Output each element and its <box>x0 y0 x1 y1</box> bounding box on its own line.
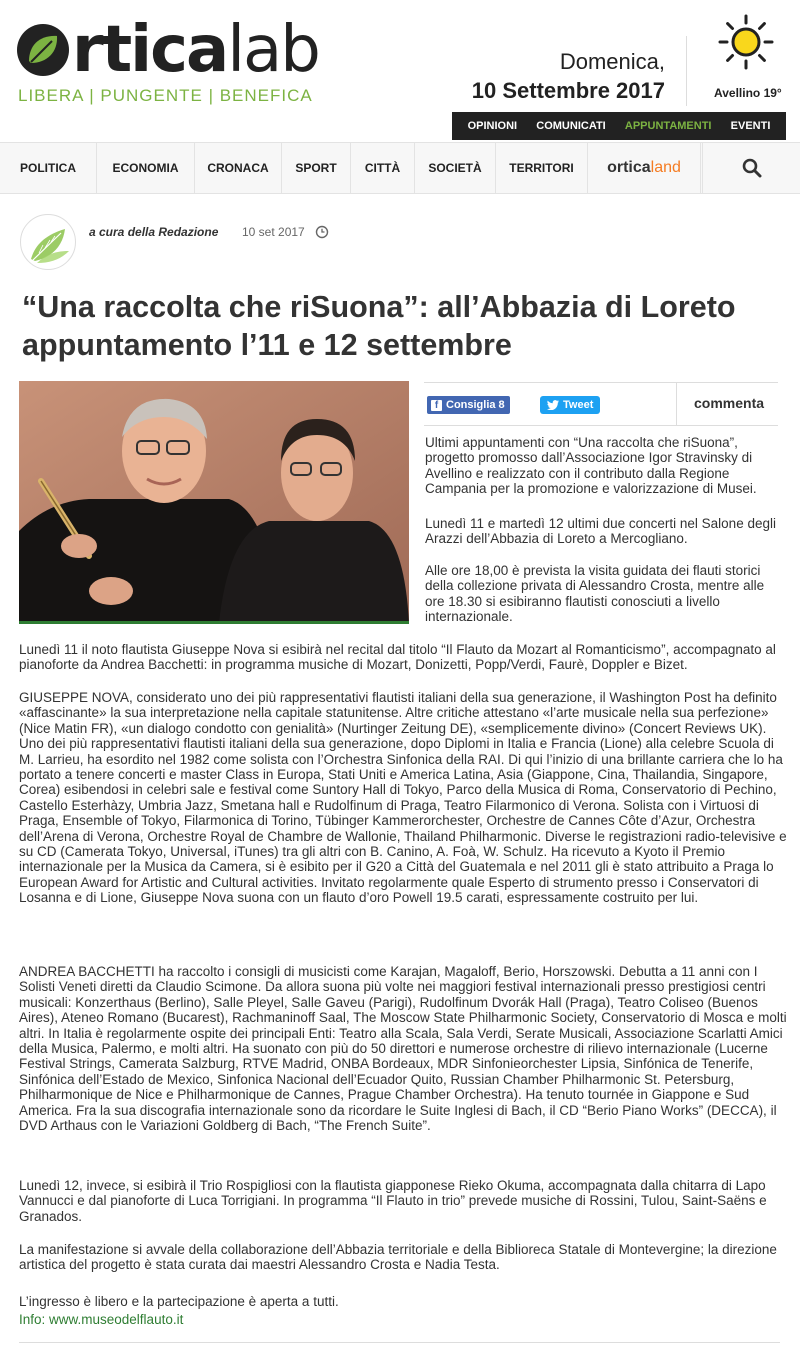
nav-sport[interactable]: SPORT <box>282 143 351 193</box>
brand-ortica: ortica <box>607 159 651 176</box>
top-nav-comunicati[interactable]: COMUNICATI <box>536 120 606 132</box>
site-logo[interactable] <box>16 13 319 87</box>
top-nav-eventi[interactable]: EVENTI <box>730 120 771 132</box>
facebook-icon: f <box>431 400 442 411</box>
nav-orticaland[interactable] <box>588 143 701 193</box>
article-paragraph: Lunedì 12, invece, si esibirà il Trio Rospigliosi con la flautista giapponese Rieko Okuma, accompagnata dalla chitarra di Lapo Vannucci e dal pianoforte di Luca Torrigiani. In programma “Il Flauto in trio” prevede musiche di Rossini, Tulou, Saint-Saëns e Granados. <box>19 1178 767 1224</box>
article-paragraph: La manifestazione si avvale della collaborazione dell’Abbazia territoriale e della Biblioreca Statale di Montevergine; la direzione artistica del progetto è stata curata dai maestri Alessandro Crosta e Nadia Testa. <box>19 1242 777 1273</box>
tweet-button[interactable] <box>540 396 600 414</box>
article-author[interactable]: a cura della Redazione <box>89 225 219 239</box>
logo-text-light: lab <box>227 13 319 87</box>
author-avatar[interactable] <box>20 214 76 270</box>
comment-link[interactable]: commenta <box>694 395 765 411</box>
article-paragraph: GIUSEPPE NOVA, considerato uno dei più rappresentativi flautisti italiani della sua generazione, il Washington Post ha definito «affascinante» la sua interpretazione nella capitale statunitense. Altre critiche attestano «l’arte musicale nella sua perfezione» (Nice Matin FR), «un dialogo condotto con genialità» (Nurtinger Zeitung DE), «semplicemente divino» (Concert Reviews UK). Uno dei più rappresentativi flautisti italiani della sua generazione, dopo Diplomi in Italia e Francia (Lione) alla celebre Scuola di M. Larrieu, ha esordito nel 1982 come solista con l’Orchestra Sinfonica della RAI. Di qui l’inizio di una brillante carriera che lo ha portato a tenere concerti e master Class in Europa, Stati Uniti e America Latina, Asia (Giappone, Cina, Thailandia, Singapore, Corea) esibendosi in celebri sale e festival come Suntory Hall di Tokyo, Parco della Musica di Roma, Conservatorio di Pechino, Castello Esterhàzy, Umbria Jazz, Smetana hall e Rudolfinum di Praga, Teatro Filarmonico di Verona. Solista con i Virtuosi di Praga, Ensemble of Tokyo, Filarmonica di Torino, Tübinger Kammerorchester, Orchestre de Cannes Côte d’Azur, Orchestra dell’Arena di Verona, Orchestre Royal de Chambre de Wallonie, Thailand Philharmonic. Diverse le registrazioni radio-televisive e su CD (Camerata Tokyo, Universal, iTunes) tra gli altri con B. Canino, A. Foà, W. Schulz. Ha ricevuto a Kyoto il Premio internazionale per la Musica da Camera, si è esibito per il G20 a Città del Guatemala e nel 2011 gli è stato attribuito a Praga lo European Award for Artistic and Cultural activities. Invitato regolarmente quale Esperto di strumento presso i Conservatori di Losanna e di Lione, Giuseppe Nova suona con un flauto d’oro Powell 19.5 carati, espressamente costruito per lui. <box>19 690 787 906</box>
nav-cronaca[interactable]: CRONACA <box>195 143 282 193</box>
header-divider <box>686 36 687 106</box>
facebook-like-label: Consiglia 8 <box>446 399 505 411</box>
facebook-like-button[interactable] <box>427 396 510 414</box>
search-button[interactable] <box>702 143 800 193</box>
article-paragraph: Lunedì 11 e martedì 12 ultimi due concerti nel Salone degli Arazzi dell’Abbazia di Loreto a Mercogliano. <box>425 516 776 547</box>
date-full: 10 Settembre 2017 <box>471 78 665 103</box>
date-day: Domenica, <box>559 49 665 74</box>
leaf-o-icon <box>16 23 70 77</box>
nav-territori[interactable]: TERRITORI <box>496 143 588 193</box>
nav-economia[interactable]: ECONOMIA <box>97 143 195 193</box>
tweet-label: Tweet <box>563 399 594 411</box>
site-header <box>0 0 800 142</box>
main-nav <box>0 142 800 194</box>
top-nav <box>452 112 786 140</box>
search-icon <box>742 158 762 178</box>
top-nav-appuntamenti[interactable]: APPUNTAMENTI <box>624 120 712 132</box>
article-title: “Una raccolta che riSuona”: all’Abbazia di Loreto appuntamento l’11 e 12 settembre <box>22 290 736 362</box>
clock-icon <box>315 225 329 239</box>
nav-politica[interactable]: POLITICA <box>0 143 97 193</box>
top-nav-opinioni[interactable]: OPINIONI <box>467 120 518 132</box>
share-bar <box>424 382 778 426</box>
brand-land: land <box>650 159 681 176</box>
share-divider <box>676 383 677 425</box>
article-paragraph: Alle ore 18,00 è prevista la visita guidata dei flauti storici della collezione privata di Alessandro Crosta, mentre alle ore 18.30 si esibiranno flautisti conosciuti a livello internazionale. <box>425 563 765 625</box>
article-paragraph: L’ingresso è libero e la partecipazione è aperta a tutti. <box>19 1294 339 1309</box>
bottom-divider <box>19 1342 780 1343</box>
leaf-avatar-icon <box>21 215 76 270</box>
article-photo <box>19 381 409 623</box>
nav-societa[interactable]: SOCIETÀ <box>415 143 496 193</box>
nav-citta[interactable]: CITTÀ <box>351 143 415 193</box>
article-paragraph: Lunedì 11 il noto flautista Giuseppe Nova si esibirà nel recital dal titolo “Il Flauto da Mozart al Romanticismo”, accompagnato al pianoforte da Andrea Bacchetti: in programma musiche di Mozart, Donizetti, Popp/Verdi, Faurè, Doppler e Bizet. <box>19 642 776 673</box>
twitter-bird-icon <box>547 400 559 410</box>
logo-text-bold: rtica <box>72 13 228 87</box>
site-tagline: LIBERA | PUNGENTE | BENEFICA <box>18 86 313 105</box>
weather-location: Avellino 19° <box>714 86 782 100</box>
article-paragraph: ANDREA BACCHETTI ha raccolto i consigli di musicisti come Karajan, Magaloff, Berio, Horszowski. Debutta a 11 anni con I Solisti Veneti diretti da Claudio Scimone. Da allora suona più volte nei maggiori festival internazionali presso prestigiosi centri musicali: Konzerthaus (Berlino), Salle Pleyel, Salle Gaveu (Parigi), Rudolfinum Dvorák Hall (Praga), Teatro Coliseo (Buenos Aires), Ateneo Romano (Bucarest), Rachmaninoff Saal, The Moscow State Philharmonic Society, Conservatorio di Mosca e molti altri. In Italia è regolarmente ospite dei principali Enti: Teatro alla Scala, Sala Verdi, Serate Musicali, Associazione Scarlatti Amici della Musica, Palermo, e molti altri. Ha suonato con più do 50 direttori e numerose orchestre di rilievo internazionale (Lucerne Festival Strings, Camerata Salzburg, RTVE Madrid, ONBA Bordeaux, MDR Sinfonieorchester Lipsia, Sinfónica de Tenerife, Sinfónica dell’Estado de Mexico, Sinfonica Nacional dell’Ecuador Quito, Russian Chamber Philharmonic St. Petersburg, Philharmonique de Nice e Philharmonique de Cannes, Prague Chamber Orchestra). Ha tenuto tournée in Giappone e Sud America. Fra la sua discografia internazionale sono da ricordare le Suite Inglesi di Bach, il CD “Berio Piano Works” (DECCA), il DVD Arthaus con le Variazioni Goldberg di Bach, “The French Suite”. <box>19 964 787 1134</box>
photo-underline <box>19 621 409 624</box>
sun-icon <box>718 14 774 70</box>
article-date: 10 set 2017 <box>242 225 305 239</box>
info-link[interactable]: Info: www.museodelflauto.it <box>19 1312 184 1327</box>
article-paragraph: Ultimi appuntamenti con “Una raccolta che riSuona”, progetto promosso dall’Associazione Igor Stravinsky di Avellino e realizzato con il contributo dalla Regione Campania per la promozione e valorizzazione di Musei. <box>425 435 757 497</box>
